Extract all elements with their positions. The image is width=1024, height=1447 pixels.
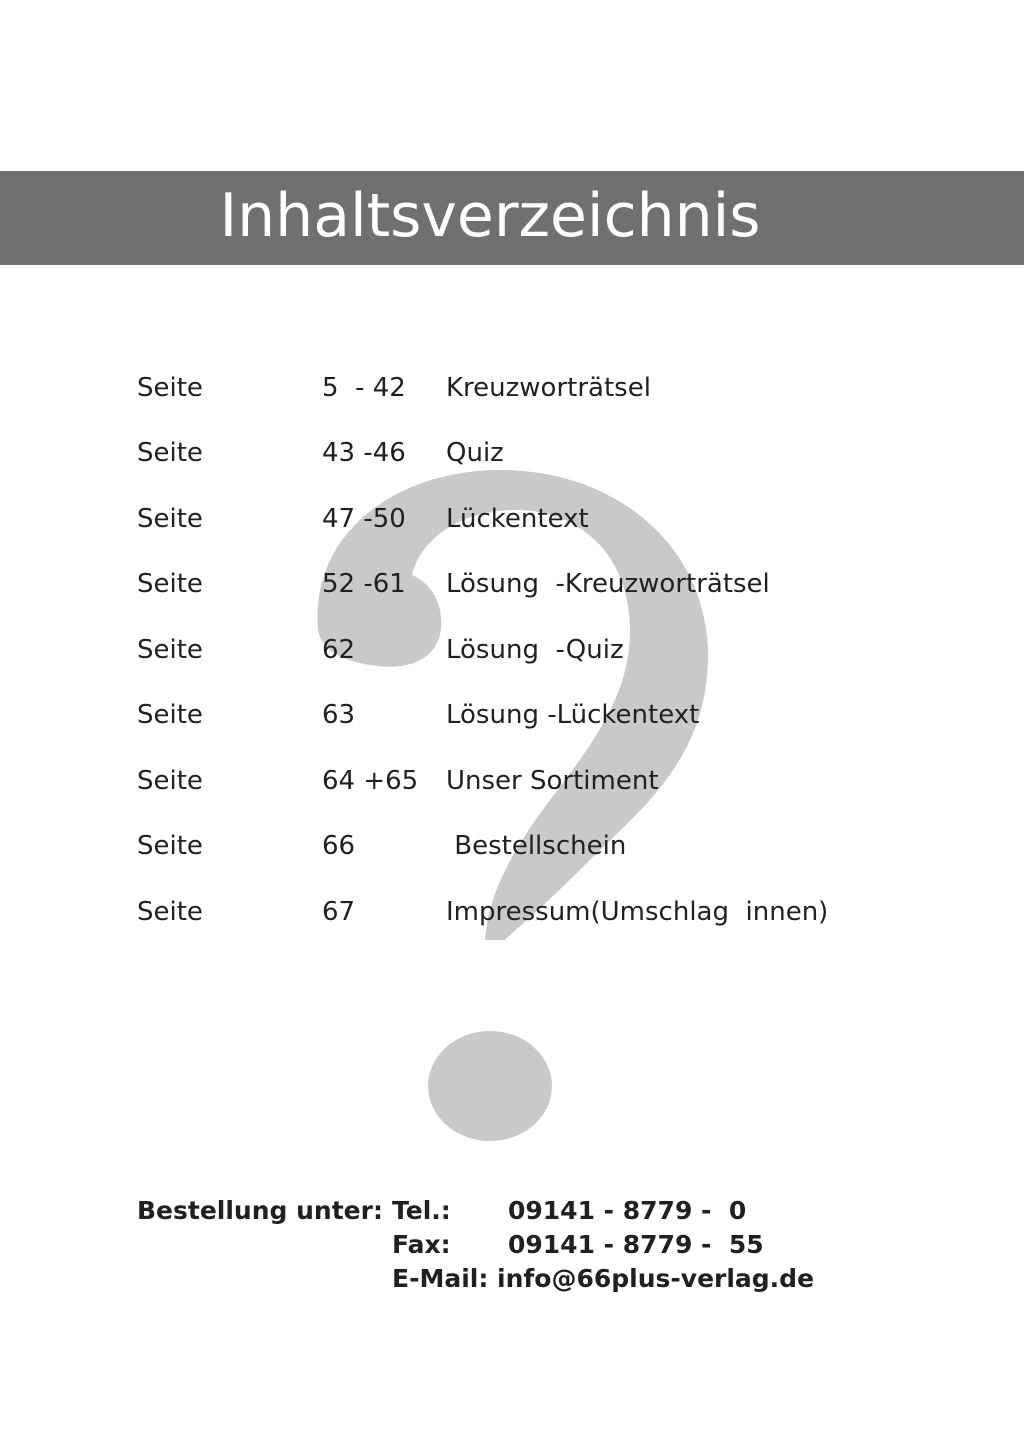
toc-row-pages: 47 -50 xyxy=(322,504,406,534)
toc-row-label: Seite xyxy=(137,897,203,927)
toc-row xyxy=(0,368,1024,408)
fax-label: Fax: xyxy=(392,1230,451,1259)
toc-row-pages: 43 -46 xyxy=(322,438,406,468)
toc-row-label: Seite xyxy=(137,569,203,599)
toc-row xyxy=(0,761,1024,801)
order-label: Bestellung unter: xyxy=(137,1196,383,1225)
tel-label: Tel.: xyxy=(392,1196,451,1225)
toc-row-title: Lösung -Quiz xyxy=(446,635,624,665)
toc-row-label: Seite xyxy=(137,504,203,534)
toc-row xyxy=(0,433,1024,473)
toc-row-title: Quiz xyxy=(446,438,504,468)
toc-row-label: Seite xyxy=(137,635,203,665)
toc-row-pages: 66 xyxy=(322,831,356,861)
toc-row xyxy=(0,892,1024,932)
toc-row xyxy=(0,564,1024,604)
toc-row xyxy=(0,695,1024,735)
toc-row-label: Seite xyxy=(137,438,203,468)
tel-value: 09141 - 8779 - 0 xyxy=(508,1196,747,1225)
toc-row-pages: 5 - 42 xyxy=(322,373,406,403)
toc-row-label: Seite xyxy=(137,766,203,796)
order-contact xyxy=(0,1190,1024,1310)
toc-row-title: Lösung -Lückentext xyxy=(446,700,700,730)
toc-row-title: Kreuzworträtsel xyxy=(446,373,651,403)
toc-row xyxy=(0,499,1024,539)
toc-row-title: Bestellschein xyxy=(446,831,627,861)
toc-row-pages: 64 +65 xyxy=(322,766,419,796)
toc-row-title: Lösung -Kreuzworträtsel xyxy=(446,569,770,599)
email-line[interactable]: E-Mail: info@66plus-verlag.de xyxy=(392,1264,815,1293)
fax-value: 09141 - 8779 - 55 xyxy=(508,1230,764,1259)
toc-row-title: Impressum(Umschlag innen) xyxy=(446,897,829,927)
toc-row-pages: 63 xyxy=(322,700,356,730)
toc-row xyxy=(0,630,1024,670)
toc-row-label: Seite xyxy=(137,831,203,861)
toc-row-label: Seite xyxy=(137,373,203,403)
toc-row-title: Lückentext xyxy=(446,504,589,534)
toc-row-title: Unser Sortiment xyxy=(446,766,659,796)
toc-row-pages: 62 xyxy=(322,635,356,665)
toc-row-pages: 67 xyxy=(322,897,356,927)
toc-row-label: Seite xyxy=(137,700,203,730)
toc-row xyxy=(0,826,1024,866)
page-title: Inhaltsverzeichnis xyxy=(219,181,761,251)
toc-row-pages: 52 -61 xyxy=(322,569,406,599)
